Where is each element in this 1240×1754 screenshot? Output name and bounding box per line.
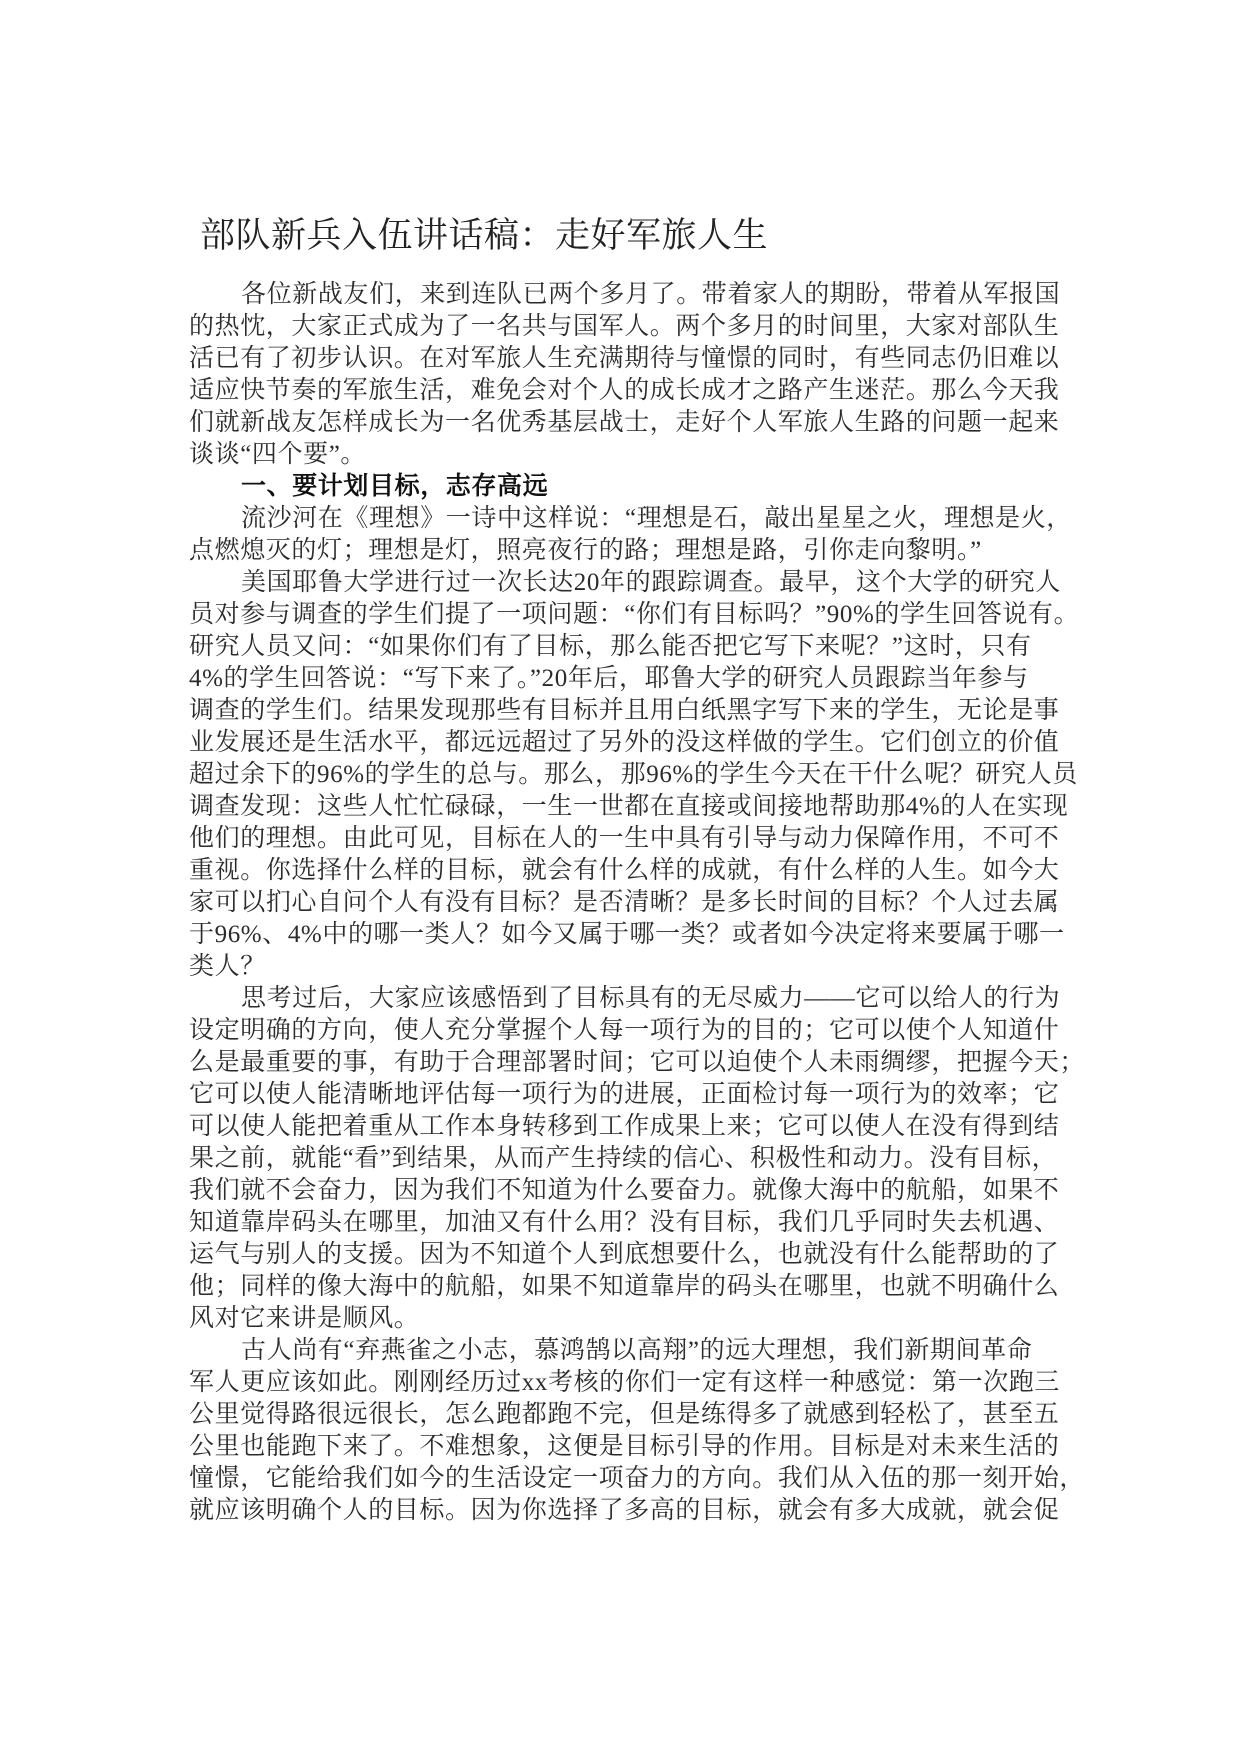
text-line: 知道靠岸码头在哪里，加油又有什么用？没有目标，我们几乎同时失去机遇、 [189,1209,1060,1236]
text-line: 美国耶鲁大学进行过一次长达20年的跟踪调查。最早，这个大学的研究人 [241,569,1061,596]
text-line: 思考过后，大家应该感悟到了目标具有的无尽威力——它可以给人的行为 [241,985,1061,1012]
paragraph [189,983,1086,1335]
document-title: 部队新兵入伍讲话稿：走好军旅人生 [200,216,769,256]
text-line: 军人更应该如此。刚刚经历过xx考核的你们一定有这样一种感觉：第一次跑三 [189,1369,1061,1396]
paragraph [189,1335,1086,1527]
text-line: 研究人员又问：“如果你们有了目标，那么能否把它写下来呢？”这时，只有 [189,633,1032,660]
text-line: 么是最重要的事，有助于合理部署时间；它可以迫使个人未雨绸缪，把握今天； [189,1049,1086,1076]
text-line: 一、要计划目标，志存高远 [241,473,549,500]
text-line: 活已有了初步认识。在对军旅人生充满期待与憧憬的同时，有些同志仍旧难以 [189,345,1060,372]
text-line: 调查的学生们。结果发现那些有目标并且用白纸黑字写下来的学生，无论是事 [189,697,1060,724]
text-line: 4%的学生回答说：“写下来了。”20年后，耶鲁大学的研究人员跟踪当年参与 [189,665,1029,692]
text-line: 超过余下的96%的学生的总与。那么，那96%的学生今天在干什么呢？研究人员 [189,761,1078,788]
text-line: 们就新战友怎样成长为一名优秀基层战士，走好个人军旅人生路的问题一起来 [189,409,1060,436]
paragraph [189,567,1080,983]
text-line: 公里也能跑下来了。不难想象，这便是目标引导的作用。目标是对未来生活的 [189,1433,1060,1460]
text-line: 古人尚有“弃燕雀之小志，慕鸿鹄以高翔”的远大理想，我们新期间革命 [241,1337,1033,1364]
text-line: 员对参与调查的学生们提了一项问题：“你们有目标吗？”90%的学生回答说有。 [189,601,1080,628]
text-line: 它可以使人能清晰地评估每一项行为的进展，正面检讨每一项行为的效率；它 [189,1081,1060,1108]
text-line: 适应快节奏的军旅生活，难免会对个人的成长成才之路产生迷茫。那么今天我 [189,377,1060,404]
text-line: 流沙河在《理想》一诗中这样说：“理想是石，敲出星星之火，理想是火， [241,505,1072,532]
text-line: 公里觉得路很远很长，怎么跑都跑不完，但是练得多了就感到轻松了，甚至五 [189,1401,1060,1428]
text-line: 憧憬，它能给我们如今的生活设定一项奋力的方向。我们从入伍的那一刻开始， [189,1465,1086,1492]
text-line: 的热忱，大家正式成为了一名共与国军人。两个多月的时间里，大家对部队生 [189,313,1060,340]
text-line: 设定明确的方向，使人充分掌握个人每一项行为的目的；它可以使个人知道什 [189,1017,1060,1044]
text-line: 调查发现：这些人忙忙碌碌，一生一世都在直接或间接地帮助那4%的人在实现 [189,793,1069,820]
text-line: 类人？ [189,953,266,980]
text-line: 果之前，就能“看”到结果，从而产生持续的信心、积极性和动力。没有目标， [189,1145,1058,1172]
text-line: 他；同样的像大海中的航船，如果不知道靠岸的码头在哪里，也就不明确什么 [189,1273,1060,1300]
text-line: 业发展还是生活水平，都远远超过了另外的没这样做的学生。它们创立的价值 [189,729,1060,756]
paragraph [189,503,1072,567]
text-line: 谈谈“四个要”。 [189,441,366,468]
text-line: 运气与别人的支援。因为不知道个人到底想要什么，也就没有什么能帮助的了 [189,1241,1060,1268]
section-heading [189,471,1049,503]
text-line: 风对它来讲是顺风。 [189,1305,420,1332]
text-line: 我们就不会奋力，因为我们不知道为什么要奋力。就像大海中的航船，如果不 [189,1177,1060,1204]
text-line: 重视。你选择什么样的目标，就会有什么样的成就，有什么样的人生。如今大 [189,857,1060,884]
text-line: 各位新战友们，来到连队已两个多月了。带着家人的期盼，带着从军报国 [241,281,1061,308]
text-line: 就应该明确个人的目标。因为你选择了多高的目标，就会有多大成就，就会促 [189,1497,1060,1524]
document-body [189,279,1086,1527]
text-line: 点燃熄灭的灯；理想是灯，照亮夜行的路；理想是路，引你走向黎明。” [189,537,982,564]
text-line: 可以使人能把着重从工作本身转移到工作成果上来；它可以使人在没有得到结 [189,1113,1060,1140]
text-line: 于96%、4%中的哪一类人？如今又属于哪一类？或者如今决定将来要属于哪一 [189,921,1065,948]
text-line: 家可以扪心自问个人有没有目标？是否清晰？是多长时间的目标？个人过去属 [189,889,1060,916]
paragraph [189,279,1061,471]
text-line: 他们的理想。由此可见，目标在人的一生中具有引导与动力保障作用，不可不 [189,825,1060,852]
